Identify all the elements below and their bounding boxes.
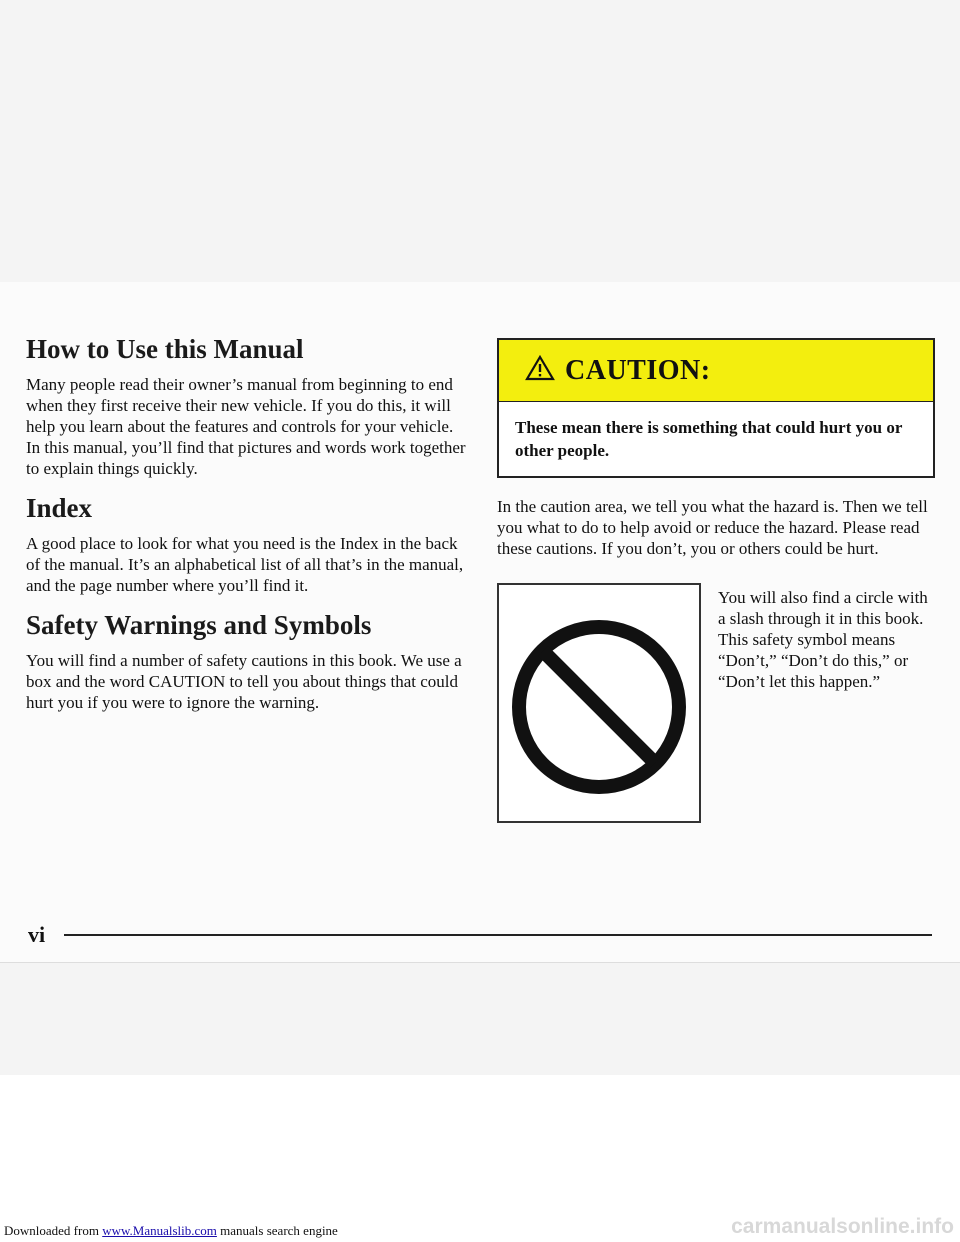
caution-box <box>497 338 935 478</box>
warning-triangle-icon <box>525 355 555 386</box>
right-column <box>497 338 935 825</box>
no-symbol-icon <box>499 808 699 825</box>
left-column <box>26 332 466 713</box>
caution-description: In the caution area, we tell you what the hazard is. Then we tell you what to do to help avoid or reduce the hazard. Please read these cautions. If you don’t, you or others could be hurt. <box>497 497 928 558</box>
symbol-section <box>497 583 935 825</box>
download-prefix: Downloaded from <box>4 1223 103 1238</box>
section-body-safety-warnings: You will find a number of safety cautions in this book. We use a box and the word CAUTION to tell you about things that could hurt you if you were to ignore the warning. <box>26 651 462 712</box>
section-body-how-to-use: Many people read their owner’s manual from beginning to end when they first receive their new vehicle. If you do this, it will help you learn about the features and controls for your vehicle. In this manual, you’ll find that pictures and words work together to explain things quickly. <box>26 375 466 478</box>
caution-label: CAUTION: <box>565 354 711 386</box>
section-body-index: A good place to look for what you need is the Index in the back of the manual. It’s an alphabetical list of all that’s in the manual, and the page number where you’ll find it. <box>26 534 464 595</box>
footer-rule <box>64 934 932 936</box>
page-edge-line <box>0 962 960 963</box>
download-note <box>4 1223 338 1239</box>
symbol-figure <box>497 583 701 823</box>
section-heading-safety-warnings: Safety Warnings and Symbols <box>26 610 372 640</box>
caution-body-text: These mean there is something that could hurt you or other people. <box>515 418 903 460</box>
site-watermark: carmanualsonline.info <box>731 1215 954 1238</box>
caution-header <box>499 340 933 402</box>
section-heading-index: Index <box>26 493 93 523</box>
symbol-description: You will also find a circle with a slash through it in this book. This safety symbol means “Don’t,” “Don’t do this,” or “Don’t let this happen.” <box>718 588 928 691</box>
page-number: vi <box>28 922 46 947</box>
manualslib-link[interactable]: www.Manualslib.com <box>102 1223 217 1238</box>
download-suffix: manuals search engine <box>216 1223 338 1238</box>
section-heading-how-to-use: How to Use this Manual <box>26 334 304 364</box>
